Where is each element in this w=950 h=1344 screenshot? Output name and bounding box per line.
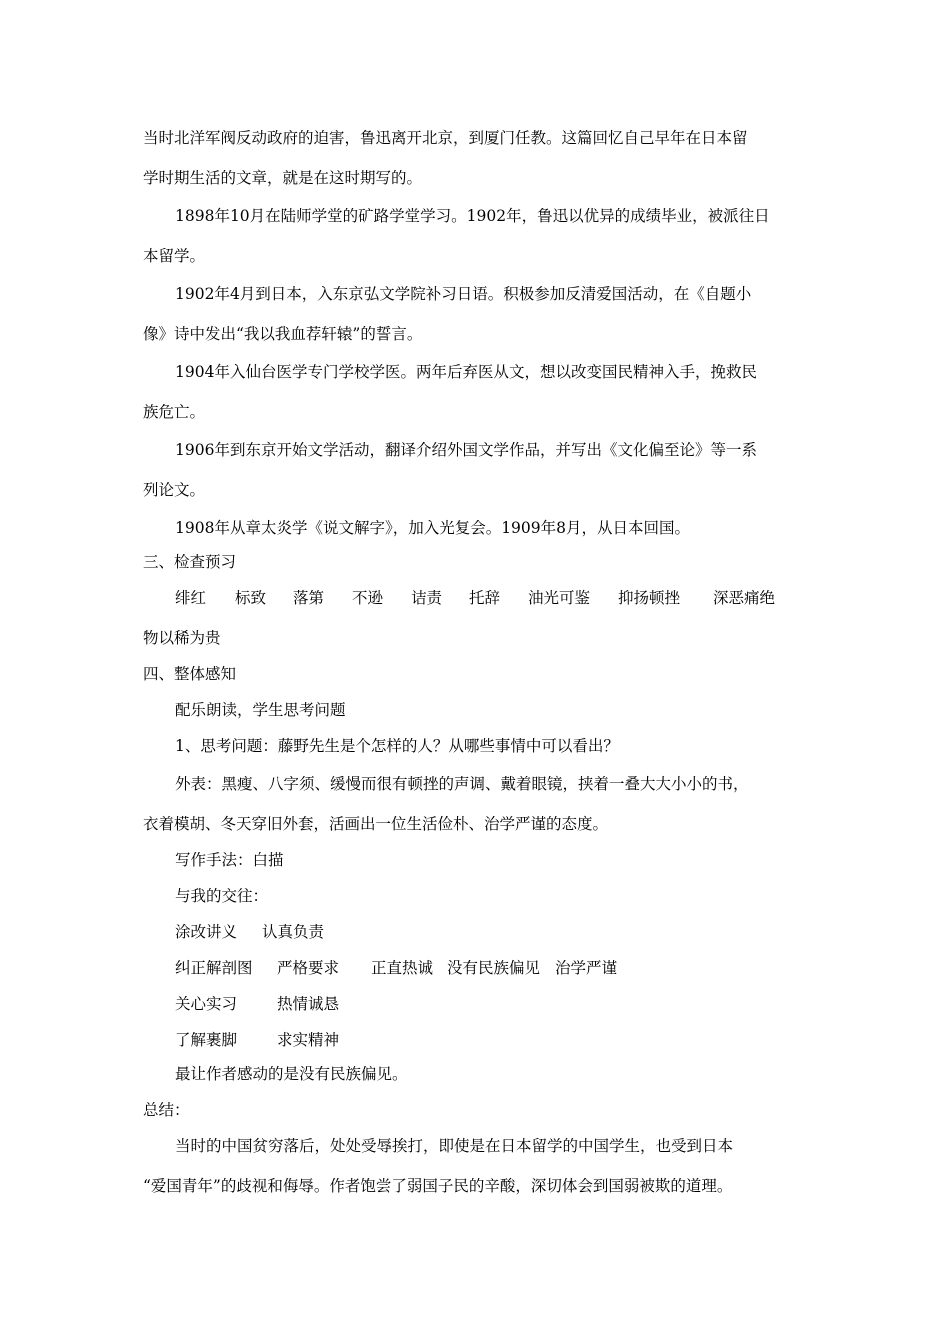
- paragraph-line: 配乐朗读，学生思考问题: [175, 701, 346, 719]
- paragraph-line: 1906年到东京开始文学活动，翻译介绍外国文学作品，并写出《文化偏至论》等一系: [175, 441, 757, 459]
- paragraph-line: 1904年入仙台医学专门学校学医。两年后弃医从文，想以改变国民精神入手，挽救民: [175, 363, 757, 381]
- paragraph-line: “爱国青年”的歧视和侮辱。作者饱尝了弱国子民的辛酸，深切体会到国弱被欺的道理。: [143, 1177, 733, 1195]
- term: 绯红: [175, 589, 207, 607]
- paragraph-line: 与我的交往：: [175, 887, 269, 905]
- event-name: 了解裹脚: [175, 1031, 238, 1049]
- paragraph-line: 当时的中国贫穷落后，处处受辱挨打，即使是在日本留学的中国学生，也受到日本: [175, 1137, 734, 1155]
- event-row: [175, 922, 325, 942]
- section-heading: 四、整体感知: [143, 665, 237, 683]
- term: 深恶痛绝: [713, 589, 776, 607]
- paragraph-line: 1902年4月到日本，入东京弘文学院补习日语。积极参加反清爱国活动，在《自题小: [175, 285, 752, 303]
- event-trait: 求实精神: [277, 1031, 340, 1049]
- event-trait: 治学严谨: [555, 959, 618, 977]
- paragraph-line: 外表：黑瘦、八字须、缓慢而很有顿挫的声调、戴着眼镜，挟着一叠大大小小的书，: [175, 775, 749, 793]
- event-row: [175, 1030, 340, 1050]
- section-heading: 三、检查预习: [143, 553, 237, 571]
- event-trait: 正直热诚: [371, 959, 434, 977]
- event-name: 涂改讲义: [175, 923, 238, 941]
- paragraph-line: 族危亡。: [143, 403, 206, 421]
- term: 托辞: [469, 589, 501, 607]
- event-name: 关心实习: [175, 995, 238, 1013]
- paragraph-line: 当时北洋军阀反动政府的迫害，鲁迅离开北京，到厦门任教。这篇回忆自己早年在日本留: [143, 129, 748, 147]
- section-heading: 总结：: [143, 1101, 190, 1119]
- event-row: [175, 958, 618, 978]
- event-trait: 认真负责: [262, 923, 325, 941]
- term: 标致: [235, 589, 267, 607]
- event-row: [175, 994, 340, 1014]
- paragraph-line: 写作手法：白描: [175, 851, 284, 869]
- paragraph-line: 像》诗中发出“我以我血荐轩辕”的誓言。: [143, 325, 423, 343]
- paragraph-line: 列论文。: [143, 481, 206, 499]
- paragraph-line: 1898年10月在陆师学堂的矿路学堂学习。1902年，鲁迅以优异的成绩毕业，被派往日: [175, 207, 770, 225]
- paragraph-line: 1908年从章太炎学《说文解字》，加入光复会。1909年8月，从日本回国。: [175, 519, 691, 537]
- event-trait: 没有民族偏见: [447, 959, 541, 977]
- paragraph-line: 学时期生活的文章，就是在这时期写的。: [143, 169, 423, 187]
- question-line: 1、思考问题：藤野先生是个怎样的人？从哪些事情中可以看出？: [175, 737, 619, 755]
- term: 抑扬顿挫: [618, 589, 681, 607]
- event-trait: 严格要求: [277, 959, 340, 977]
- term: 不逊: [352, 589, 384, 607]
- term: 诘责: [411, 589, 443, 607]
- event-trait: 热情诚恳: [277, 995, 340, 1013]
- term: 油光可鉴: [528, 589, 591, 607]
- paragraph-line: 最让作者感动的是没有民族偏见。: [175, 1065, 408, 1083]
- paragraph-line: 本留学。: [143, 247, 206, 265]
- paragraph-line: 衣着模胡、冬天穿旧外套，活画出一位生活俭朴、治学严谨的态度。: [143, 815, 609, 833]
- term: 物以稀为贵: [143, 629, 221, 647]
- term: 落第: [293, 589, 325, 607]
- event-name: 纠正解剖图: [175, 959, 253, 977]
